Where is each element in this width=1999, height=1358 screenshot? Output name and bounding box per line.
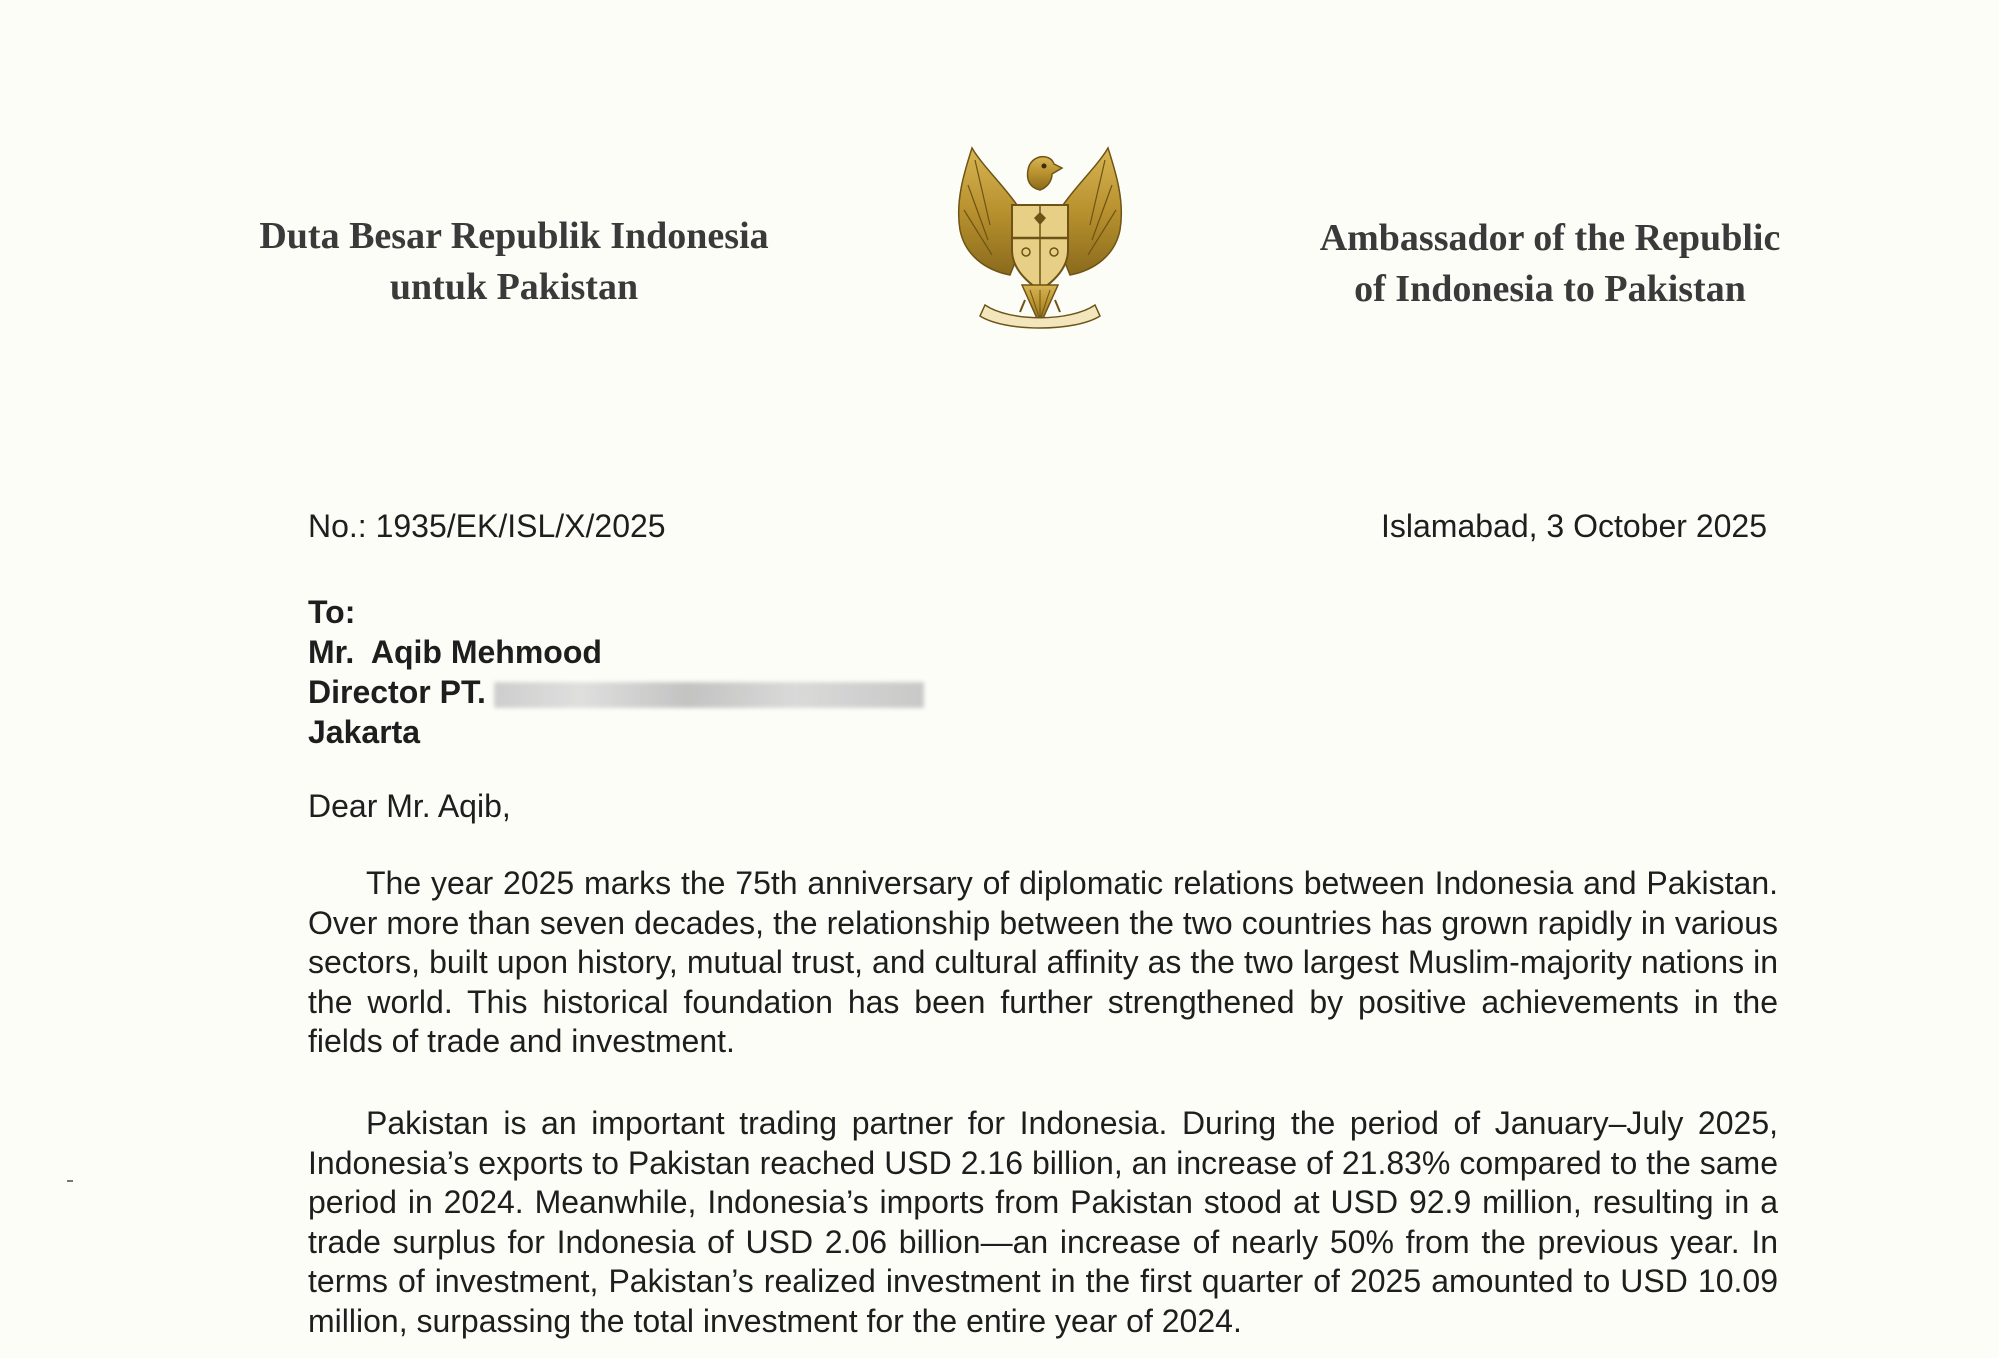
letterhead-left (214, 211, 814, 313)
recipient-block (308, 592, 924, 752)
recipient-title (308, 672, 924, 712)
recipient-city: Jakarta (308, 714, 421, 750)
letterhead-left-line2: untuk Pakistan (389, 266, 639, 308)
salutation: Dear Mr. Aqib, (308, 788, 511, 824)
scan-speck (67, 1180, 73, 1182)
body-paragraph-2: Pakistan is an important trading partner for Indonesia. During the period of January–July 2025, Indonesia’s exports to Pakistan reached USD 2.16 billion, an increase of 21.83% compared to the same period in 2024. Meanwhile, Indonesia’s imports from Pakistan stood at USD 92.9 million, resulting in a trade surplus for Indonesia of USD 2.06 billion—an increase of nearly 50% from the previous year. In terms of investment, Pakistan’s realized investment in the first quarter of 2025 amounted to USD 10.09 million, surpassing the total investment for the entire year of 2024. (308, 1105, 1778, 1339)
letterhead-right (1280, 213, 1820, 315)
garuda-emblem-icon (930, 130, 1150, 350)
recipient-name: Mr. Aqib Mehmood (308, 634, 602, 670)
place-date: Islamabad, 3 October 2025 (1380, 508, 1767, 544)
garuda-emblem-svg (930, 130, 1150, 350)
redacted-company-name (494, 682, 924, 708)
body-paragraph-1: The year 2025 marks the 75th anniversary of diplomatic relations between Indonesia and Pakistan. Over more than seven decades, the relationship between the two countries has grown rapidly in various sectors, built upon history, mutual trust, and cultural affinity as the two largest Muslim-majority nations in the world. This historical foundation has been further strengthened by positive achievements in the fields of trade and investment. (308, 865, 1778, 1059)
letterhead-right-line1: Ambassador of the Republic (1319, 217, 1781, 259)
letterhead-left-line1: Duta Besar Republik Indonesia (259, 215, 769, 257)
recipient-title-prefix: Director PT. (308, 674, 486, 710)
reference-number: No.: 1935/EK/ISL/X/2025 (308, 508, 666, 544)
recipient-to-label: To: (308, 594, 356, 630)
letterhead-right-line2: of Indonesia to Pakistan (1354, 268, 1746, 310)
